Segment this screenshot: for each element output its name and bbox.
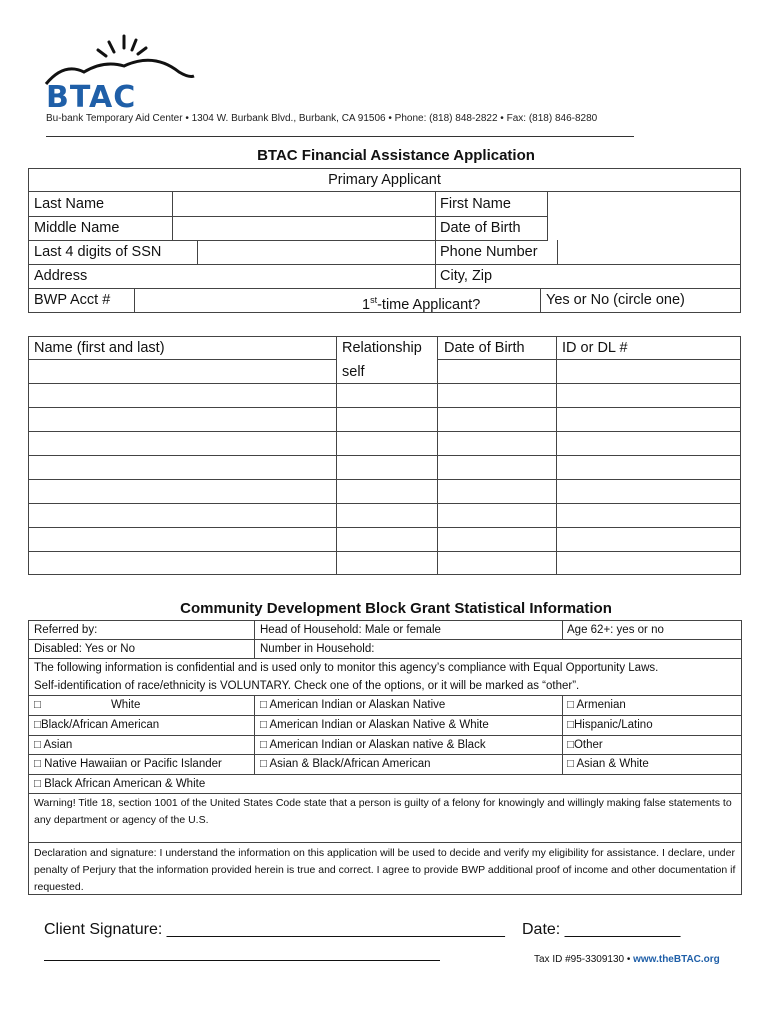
checkbox-icon[interactable]: □ — [34, 719, 41, 731]
checkbox-icon[interactable]: □ — [260, 739, 267, 751]
race-option-black-white[interactable]: □ Black African American & White — [34, 778, 206, 790]
number-in-household-label: Number in Household: — [260, 643, 375, 655]
date-line[interactable]: Date: _____________ — [522, 921, 681, 938]
first-name-field[interactable] — [548, 193, 740, 215]
checkbox-icon[interactable]: □ — [567, 739, 574, 751]
dob-label: Date of Birth — [440, 220, 521, 236]
checkbox-icon[interactable]: □ — [567, 699, 574, 711]
checkbox-icon[interactable]: □ — [34, 739, 41, 751]
confidential-notice: The following information is confidential and is used only to monitor this agency’s compliance with Equal Opportunity Laws. — [34, 662, 659, 674]
first-time-applicant-label: 1st-time Applicant? — [362, 295, 481, 313]
last-name-label: Last Name — [34, 196, 105, 212]
disabled-label[interactable]: Disabled: Yes or No — [34, 643, 136, 655]
org-address-line: Bu-bank Temporary Aid Center • 1304 W. Burbank Blvd., Burbank, CA 91506 • Phone: (818) 848-2822 • Fax: (818) 846-8280 — [46, 113, 598, 124]
race-option-asian-white[interactable]: □ Asian & White — [567, 758, 649, 770]
declaration-text: Declaration and signature: I understand the information on this application will be used to decide and verify my eligibility for assistance. I declare, under penalty of Perjury that the information provided herein is true and correct. I agree to provide BWP additional proof of income and other documentation if requested. — [34, 847, 736, 893]
client-signature-line[interactable]: Client Signature: ______________________________________ — [44, 921, 505, 938]
checkbox-icon[interactable]: □ — [260, 719, 267, 731]
race-option-american-indian-white[interactable]: □ American Indian or Alaskan Native & White — [260, 719, 489, 731]
checkbox-icon[interactable]: □ — [34, 699, 41, 711]
household-relationship-self: self — [342, 364, 365, 380]
race-option-american-indian-black[interactable]: □ American Indian or Alaskan native & Black — [260, 739, 486, 751]
signature-underline — [44, 960, 440, 961]
checkbox-icon[interactable]: □ — [34, 778, 41, 790]
city-zip-label: City, Zip — [440, 268, 493, 284]
bwp-acct-label: BWP Acct # — [34, 292, 111, 308]
checkbox-icon[interactable]: □ — [260, 699, 267, 711]
btac-logo-text: BTAC — [46, 80, 137, 115]
race-option-black[interactable]: □Black/African American — [34, 719, 160, 731]
race-option-native-hawaiian[interactable]: □ Native Hawaiian or Pacific Islander — [34, 758, 222, 770]
dob-field[interactable] — [548, 217, 740, 239]
tax-id: Tax ID #95-3309130 • — [534, 954, 631, 965]
last-name-field[interactable] — [173, 193, 435, 215]
form-title: BTAC Financial Assistance Application — [257, 147, 535, 164]
first-name-label: First Name — [440, 196, 511, 212]
household-header-name: Name (first and last) — [34, 340, 165, 356]
website-link[interactable]: www.theBTAC.org — [633, 954, 720, 965]
race-option-asian-black[interactable]: □ Asian & Black/African American — [260, 758, 431, 770]
header-divider — [46, 136, 634, 137]
cdbg-title: Community Development Block Grant Statistical Information — [180, 600, 612, 617]
yes-no-circle-one[interactable]: Yes or No (circle one) — [546, 292, 685, 308]
footer — [534, 954, 720, 965]
checkbox-icon[interactable]: □ — [34, 758, 41, 770]
checkbox-icon[interactable]: □ — [567, 758, 574, 770]
checkbox-icon[interactable]: □ — [260, 758, 267, 770]
phone-field[interactable] — [558, 241, 740, 263]
race-option-white[interactable]: □ White — [34, 699, 141, 711]
middle-name-field[interactable] — [173, 217, 435, 239]
bwp-acct-field[interactable] — [135, 289, 355, 312]
race-option-asian[interactable]: □ Asian — [34, 739, 73, 751]
household-header-dob: Date of Birth — [444, 340, 525, 356]
age-62-label[interactable]: Age 62+: yes or no — [567, 624, 664, 636]
address-label: Address — [34, 268, 88, 284]
warning-notice: Warning! Title 18, section 1001 of the United States Code state that a person is guilty of a felony for knowingly and willingly making false statements to any department or agency of the U.S. — [34, 797, 732, 826]
middle-name-label: Middle Name — [34, 220, 120, 236]
ssn-label: Last 4 digits of SSN — [34, 244, 162, 260]
household-header-id: ID or DL # — [562, 340, 628, 356]
ssn-field[interactable] — [198, 241, 435, 263]
checkbox-icon[interactable]: □ — [567, 719, 574, 731]
race-option-american-indian[interactable]: □ American Indian or Alaskan Native — [260, 699, 446, 711]
self-identification-notice: Self-identification of race/ethnicity is VOLUNTARY. Check one of the options, or it will be marked as “other”. — [34, 680, 580, 692]
referred-by-label: Referred by: — [34, 624, 98, 636]
race-option-hispanic[interactable]: □Hispanic/Latino — [567, 719, 653, 731]
head-of-household-label[interactable]: Head of Household: Male or female — [260, 624, 441, 636]
primary-applicant-heading: Primary Applicant — [328, 172, 441, 188]
household-header-relationship: Relationship — [342, 340, 422, 356]
race-option-armenian[interactable]: □ Armenian — [567, 699, 626, 711]
race-option-other[interactable]: □Other — [567, 739, 603, 751]
phone-label: Phone Number — [440, 244, 538, 260]
